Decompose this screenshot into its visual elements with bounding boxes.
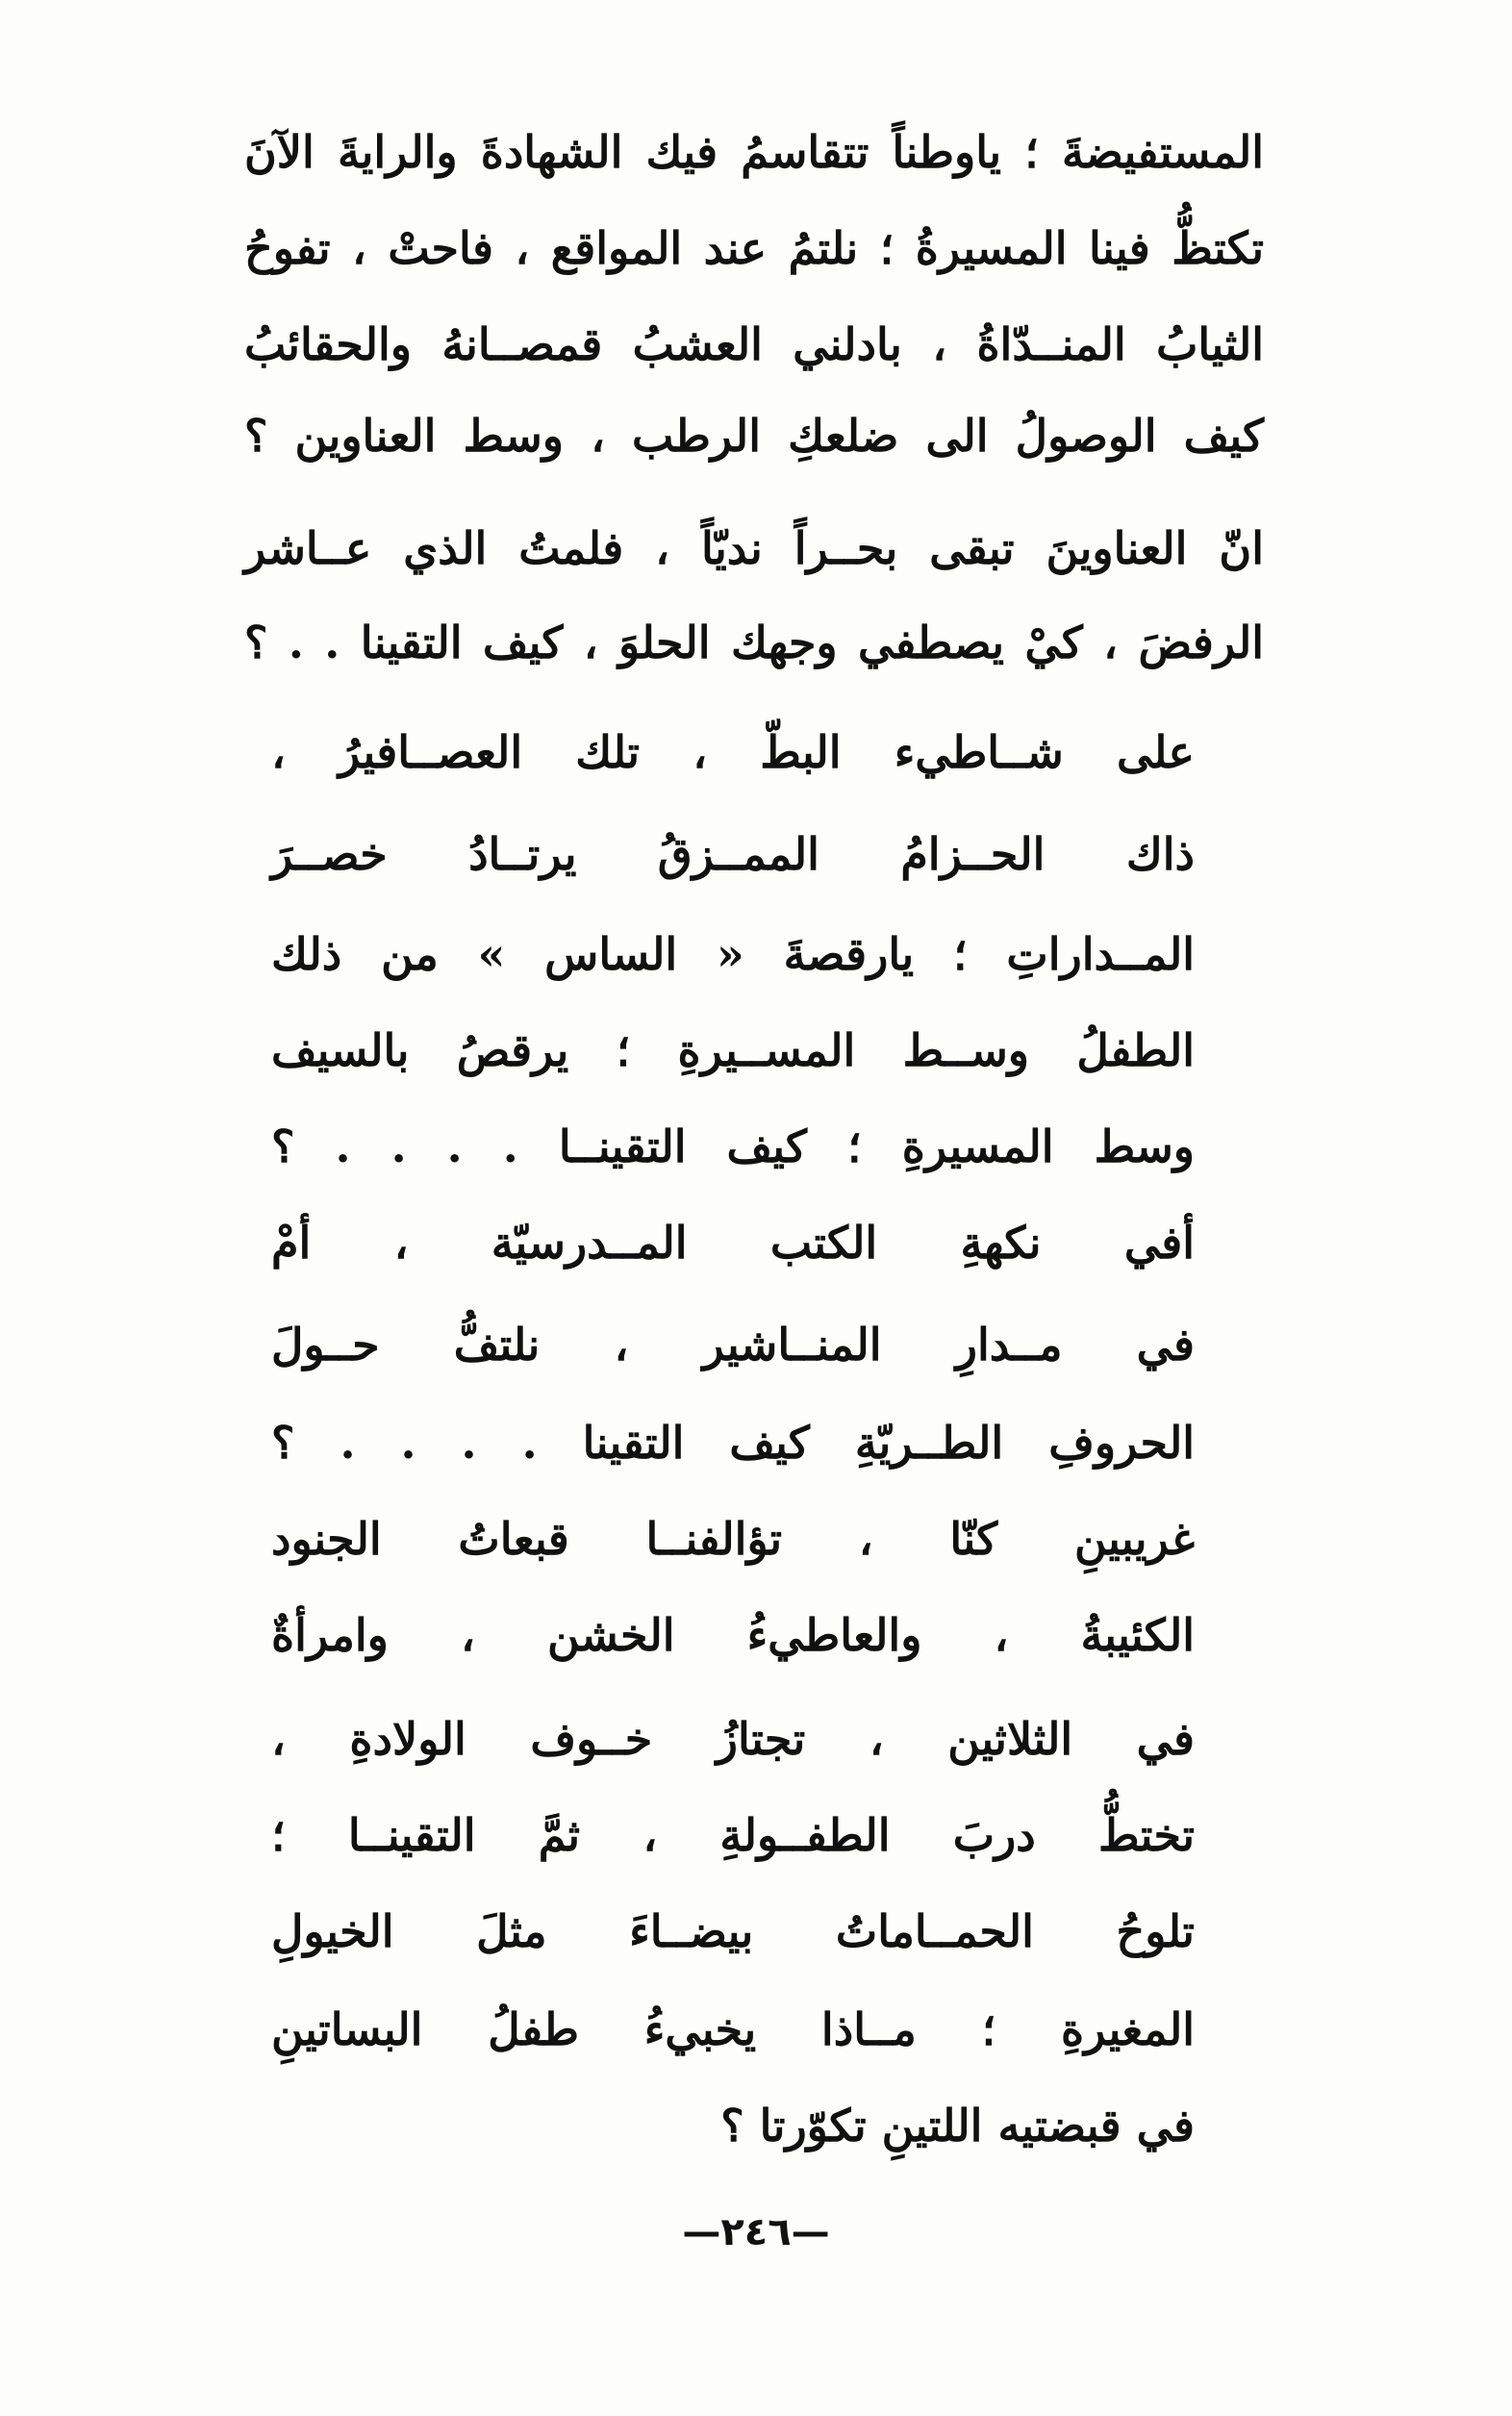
text-line: تكتظُّ فينا المسيرةُ ؛ نلتمُ عند المواقع ، فاحتْ ، تفوحُ	[244, 222, 1264, 274]
verse-line: تختطُّ دربَ الطفــولةِ ، ثمَّ التقينــا ؛	[271, 1809, 1195, 1861]
verse-line: الطفلُ وســط المســيرةِ ؛ يرقصُ بالسيف	[271, 1024, 1195, 1076]
verse-line: الكئيبةُ ، والعاطيءُ الخشن ، وامرأةٌ	[271, 1609, 1195, 1661]
text-line: المستفيضةَ ؛ ياوطناً تتقاسمُ فيك الشهادةَ والرايةَ الآنَ	[244, 126, 1264, 178]
text-line: كيف الوصولُ الى ضلعكِ الرطب ، وسط العناوين ؟	[244, 410, 1264, 462]
text-line: الثيابُ المنــدّاةُ ، بادلني العشبُ قمصــانهُ والحقائبُ	[244, 318, 1264, 370]
verse-line: في الثلاثين ، تجتازُ خــوف الولادةِ ،	[271, 1713, 1195, 1765]
text-line: انّ العناوينَ تبقى بحــراً نديّاً ، فلمتُ الذي عــاشر	[244, 522, 1264, 574]
verse-line: على شــاطيء البطّ ، تلك العصــافيرُ ،	[271, 726, 1195, 778]
verse-line: المــداراتِ ؛ يارقصةَ « الساس » من ذلك	[271, 928, 1195, 980]
verse-line: الحروفِ الطــريّةِ كيف التقينا . . . . ؟	[271, 1417, 1195, 1469]
verse-line: وسط المسيرةِ ؛ كيف التقينــا . . . . ؟	[271, 1120, 1195, 1172]
verse-line: غريبينِ كنّا ، تؤالفنــا قبعاتُ الجنود	[271, 1513, 1195, 1565]
verse-line: في قبضتيه اللتينِ تكوّرتا ؟	[720, 2100, 1195, 2152]
verse-line: المغيرةِ ؛ مــاذا يخبيءُ طفلُ البساتينِ	[271, 2003, 1195, 2055]
page-number: —٢٤٦—	[682, 2210, 830, 2254]
verse-line: تلوحُ الحمــاماتُ بيضــاءَ مثلَ الخيولِ	[271, 1905, 1195, 1957]
verse-line: في مــدارِ المنــاشير ، نلتفُّ حــولَ	[271, 1319, 1195, 1371]
text-line: الرفضَ ، كيْ يصطفي وجهك الحلوَ ، كيف التقينا . . ؟	[244, 617, 1264, 668]
verse-line: أفي نكهةِ الكتب المــدرسيّة ، أمْ	[271, 1217, 1195, 1269]
verse-line: ذاك الحــزامُ الممــزقُ يرتــادُ خصــرَ	[271, 828, 1195, 880]
